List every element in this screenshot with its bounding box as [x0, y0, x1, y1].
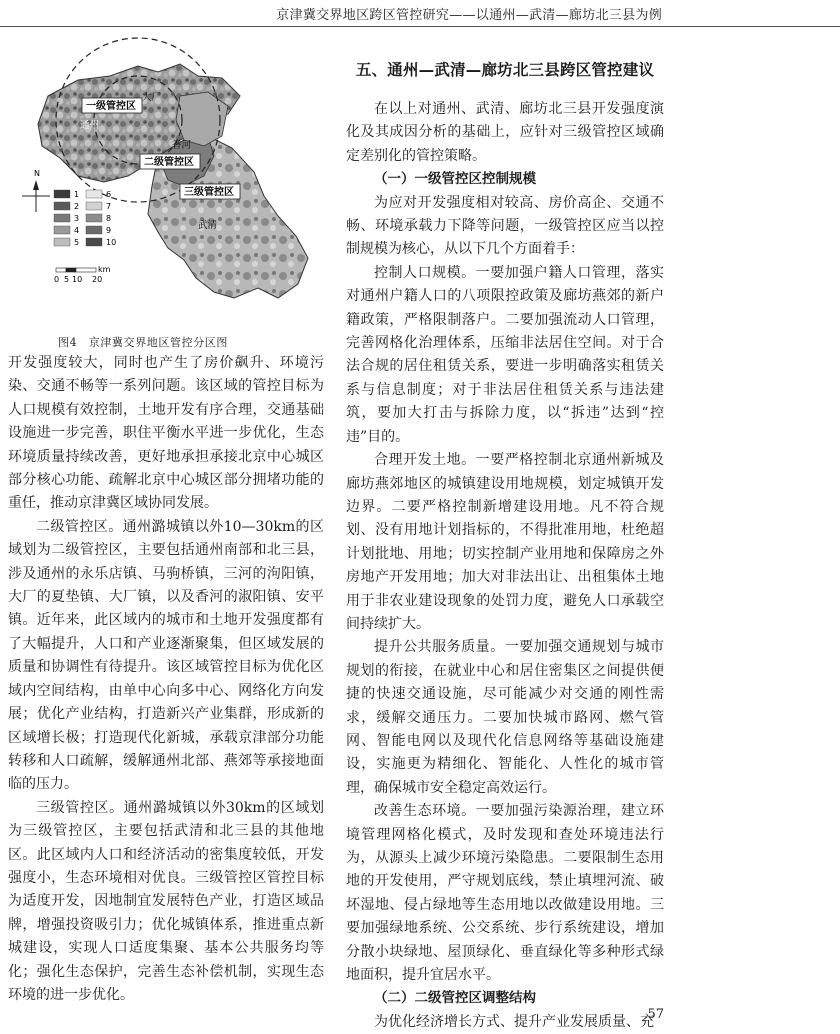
place-wuqing: 武清: [198, 220, 218, 231]
legend-label: 2: [74, 202, 80, 211]
legend-swatch: [86, 214, 102, 222]
legend-swatch: [86, 202, 102, 210]
place-dachang: 大厂: [142, 92, 162, 103]
svg-text:10: 10: [72, 275, 83, 284]
legend-swatch: [86, 238, 102, 246]
page-number: 57: [647, 1007, 664, 1022]
paragraph: 开发强度较大，同时也产生了房价飙升、环境污染、交通不畅等一系列问题。该区域的管控目标为人口规模有效控制，土地开发有序合理，交通基础设施进一步完善，职住平衡水平进一步优化，生态环境质量持续改善，更好地承担承接北京中心城区部分核心功能、疏解北京中心城区部分拥堵功能的重任，推动京津冀区域协同发展。: [8, 355, 324, 512]
place-xianghe: 香河: [172, 140, 192, 151]
legend-label: 7: [106, 202, 112, 211]
subsection-title: （一）一级管控区控制规模: [374, 171, 536, 188]
zoning-map: [8, 36, 330, 336]
paragraph: 三级管控区。通州潞城镇以外30km的区域划为三级管控区，主要包括武清和北三县的其他地区。此区域内人口和经济活动的密集度较低，开发强度小，生态环境相对优良。三级管控区管控目标为适度开发，因地制宜发展特色产业，打造区域品牌，增强投资吸引力；优化城镇体系，推进重点新城建设，实现人口适度集聚、基本公共服务均等化；强化生态保护，完善生态补偿机制，实现生态环境的进一步优化。: [8, 799, 324, 1003]
left-column: [8, 352, 324, 1007]
paragraph: 为应对开发强度相对较高、房价高企、交通不畅、环境承载力下降等问题，一级管控区应当以控制规模为核心，从以下几个方面着手：: [346, 194, 664, 258]
legend-swatch: [54, 238, 70, 246]
legend-swatch: [54, 226, 70, 234]
figure-caption: 图4 京津冀交界地区管控分区图: [58, 336, 228, 349]
right-column: [346, 36, 664, 1034]
legend-swatch: [54, 214, 70, 222]
zone3-label: 三级管控区: [184, 187, 234, 198]
paragraph: 为优化经济增长方式、提升产业发展质量、充: [374, 1013, 654, 1030]
header-rule: [0, 26, 840, 27]
legend-label: 6: [106, 190, 112, 199]
paragraph: 在以上对通州、武清、廊坊北三县开发强度演化及其成因分析的基础上，应针对三级管控区域确定差别化的管控策略。: [346, 101, 664, 164]
subsection-title: （二）二级管控区调整结构: [374, 990, 536, 1007]
legend-swatch: [86, 226, 102, 234]
legend-swatch: [54, 202, 70, 210]
legend-label: 5: [74, 238, 80, 247]
svg-text:km: km: [98, 265, 111, 274]
legend-label: 10: [106, 238, 117, 247]
legend-label: 1: [74, 190, 80, 199]
scale-bar: [54, 265, 111, 284]
paragraph: 提升公共服务质量。一要加强交通规划与城市规划的衔接，在就业中心和居住密集区之间提供便捷的快速交通设施，尽可能减少对交通的刚性需求，缓解交通压力。二要加快城市路网、燃气管网、智能电网以及现代化信息网络等基础设施建设，实施更为精细化、智能化、人性化的城市管理，确保城市安全稳定高效运行。: [346, 639, 664, 796]
legend-label: 4: [74, 226, 80, 235]
paragraph: 二级管控区。通州潞城镇以外10—30km的区域划为二级管控区，主要包括通州南部和北三县，涉及通州的永乐店镇、马驹桥镇，三河的泃阳镇，大厂的夏垫镇、大厂镇，以及香河的淑阳镇、安平镇。近年来，此区域内的城市和土地开发强度都有了大幅提升，人口和产业逐渐聚集，但区域发展的质量和协调性有待提升。该区域管控目标为优化区域内空间结构，由单中心向多中心、网络化方向发展；优化产业结构，打造新兴产业集群，形成新的区域增长极；打造现代化新城，承载京津部分功能转移和人口疏解，缓解通州北部、燕郊等承接地面临的压力。: [8, 518, 324, 793]
legend-label: 8: [106, 214, 112, 223]
svg-text:N: N: [34, 169, 40, 178]
zoning-map-figure: [8, 36, 330, 336]
svg-text:20: 20: [92, 275, 103, 284]
paragraph: 合理开发土地。一要严格控制北京通州新城及廊坊燕郊地区的城镇建设用地规模，划定城镇开发边界。二要严格控制新增建设用地。凡不符合规划、没有用地计划指标的，不得批准用地，杜绝超计划批地、用地；切实控制产业用地和保障房之外房地产开发用地；加大对非法出让、出租集体土地用于非农业建设现象的处罚力度，避免人口承载空间持续扩大。: [346, 452, 664, 632]
legend-swatch: [54, 190, 70, 198]
map-legend: [54, 190, 116, 247]
svg-text:5: 5: [64, 275, 70, 284]
section-title: 五、通州—武清—廊坊北三县跨区管控建议: [355, 61, 655, 79]
place-tongzhou: 通州: [80, 120, 100, 131]
running-head: 京津冀交界地区跨区管控研究——以通州—武清—廊坊北三县为例: [276, 8, 662, 23]
paragraph: 控制人口规模。一要加强户籍人口管理，落实对通州户籍人口的八项限控政策及廊坊燕郊的新户籍政策，严格限制落户。二要加强流动人口管理，完善网格化治理体系，压缩非法居住空间。对于合法合规的居住租赁关系，要进一步明确落实租赁关系与信息制度；对于非法居住租赁关系与违法建筑，要加大打击与拆除力度，以“拆违”达到“控违”目的。: [346, 264, 664, 445]
svg-text:0: 0: [54, 275, 60, 284]
legend-swatch: [86, 190, 102, 198]
legend-label: 3: [74, 214, 80, 223]
paragraph: 改善生态环境。一要加强污染源治理，建立环境管理网格化模式，及时发现和查处环境违法行为，从源头上减少环境污染隐患。二要限制生态用地的开发使用，严守规划底线，禁止填埋河流、破坏湿地、侵占绿地等生态用地以改做建设用地。三要加强绿地系统、公交系统、步行系统建设，增加分散小块绿地、屋顶绿化、垂直绿化等多种形式绿地面积，提升宜居水平。: [346, 803, 664, 984]
zone2-label: 二级管控区: [144, 157, 194, 168]
legend-label: 9: [106, 226, 112, 235]
north-arrow-icon: [22, 169, 50, 212]
zone1-label: 一级管控区: [86, 101, 136, 112]
